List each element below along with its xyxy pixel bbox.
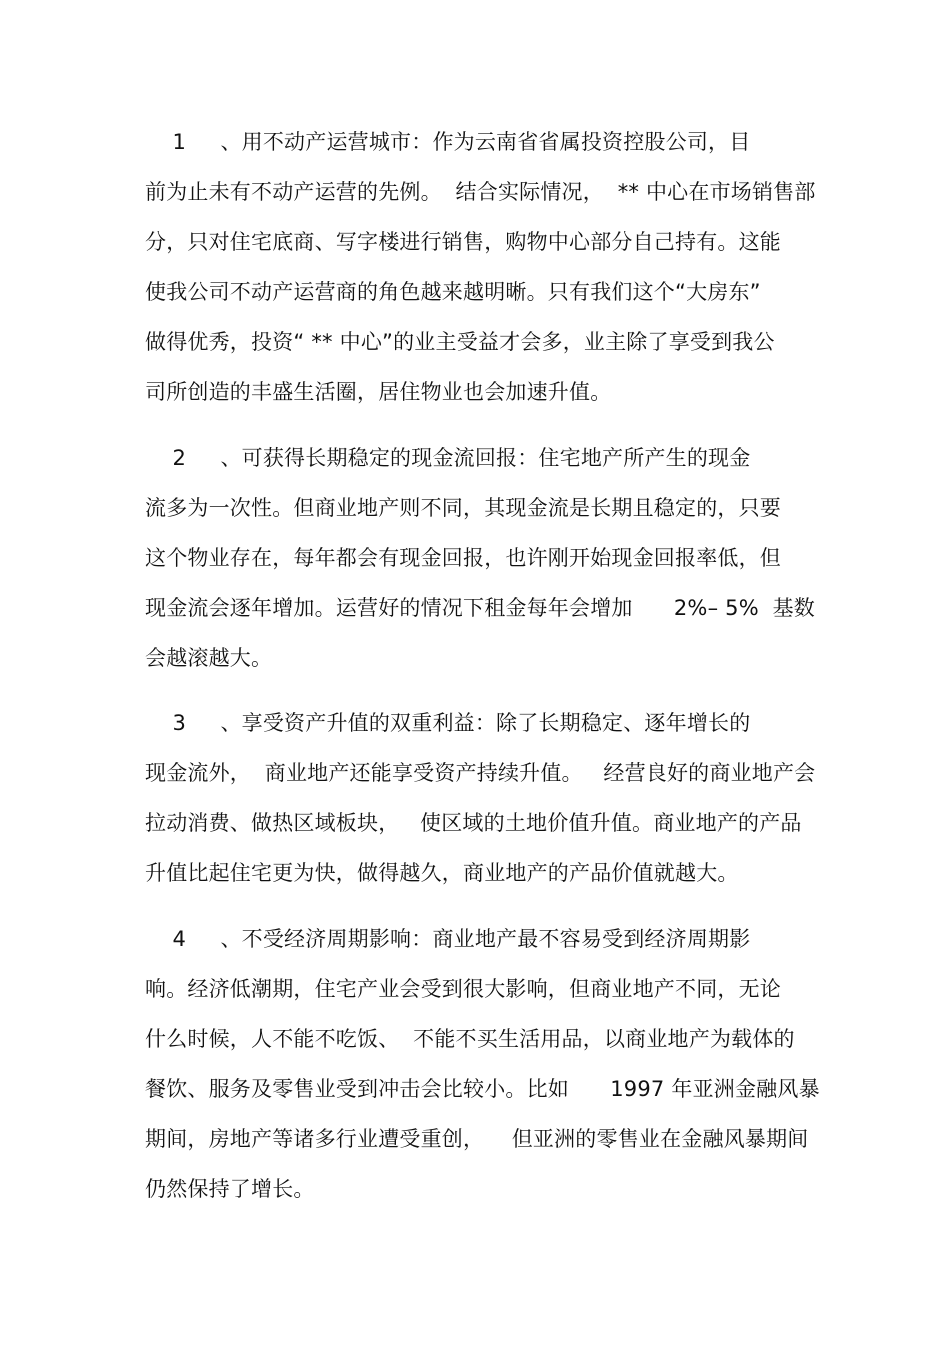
text-line: 什么时候，人不能不吃饭、 不能不买生活用品，以商业地产为载体的	[145, 1027, 795, 1051]
text-line: 1 、用不动产运营城市：作为云南省省属投资控股公司，目	[145, 130, 751, 154]
text-line: 餐饮、服务及零售业受到冲击会比较小。比如 1997 年亚洲金融风暴	[145, 1077, 820, 1101]
text-line: 做得优秀，投资“ ** 中心”的业主受益才会多，业主除了享受到我公	[145, 330, 775, 354]
text-line: 司所创造的丰盛生活圈，居住物业也会加速升值。	[145, 380, 612, 404]
text-line: 流多为一次性。但商业地产则不同，其现金流是长期且稳定的，只要	[145, 496, 781, 520]
text-line: 4 、不受经济周期影响：商业地产最不容易受到经济周期影	[145, 927, 751, 951]
text-line: 分，只对住宅底商、写字楼进行销售，购物中心部分自己持有。这能	[145, 230, 781, 254]
text-line: 使我公司不动产运营商的角色越来越明晰。只有我们这个“大房东”	[145, 280, 761, 304]
text-line: 3 、享受资产升值的双重利益：除了长期稳定、逐年增长的	[145, 711, 751, 735]
text-line: 会越滚越大。	[145, 646, 273, 670]
text-line: 2 、可获得长期稳定的现金流回报：住宅地产所产生的现金	[145, 446, 751, 470]
text-line: 拉动消费、做热区域板块， 使区域的土地价值升值。商业地产的产品	[145, 811, 802, 835]
text-line: 前为止未有不动产运营的先例。 结合实际情况， ** 中心在市场销售部	[145, 180, 816, 204]
text-line: 升值比起住宅更为快，做得越久，商业地产的产品价值就越大。	[145, 861, 739, 885]
text-line: 现金流会逐年增加。运营好的情况下租金每年会增加 2%– 5% 基数	[145, 596, 816, 620]
text-line: 仍然保持了增长。	[145, 1177, 315, 1201]
text-line: 期间，房地产等诸多行业遭受重创， 但亚洲的零售业在金融风暴期间	[145, 1127, 809, 1151]
text-line: 现金流外， 商业地产还能享受资产持续升值。 经营良好的商业地产会	[145, 761, 816, 785]
text-line: 这个物业存在，每年都会有现金回报，也许刚开始现金回报率低，但	[145, 546, 781, 570]
text-line: 响。经济低潮期，住宅产业会受到很大影响，但商业地产不同，无论	[145, 977, 781, 1001]
